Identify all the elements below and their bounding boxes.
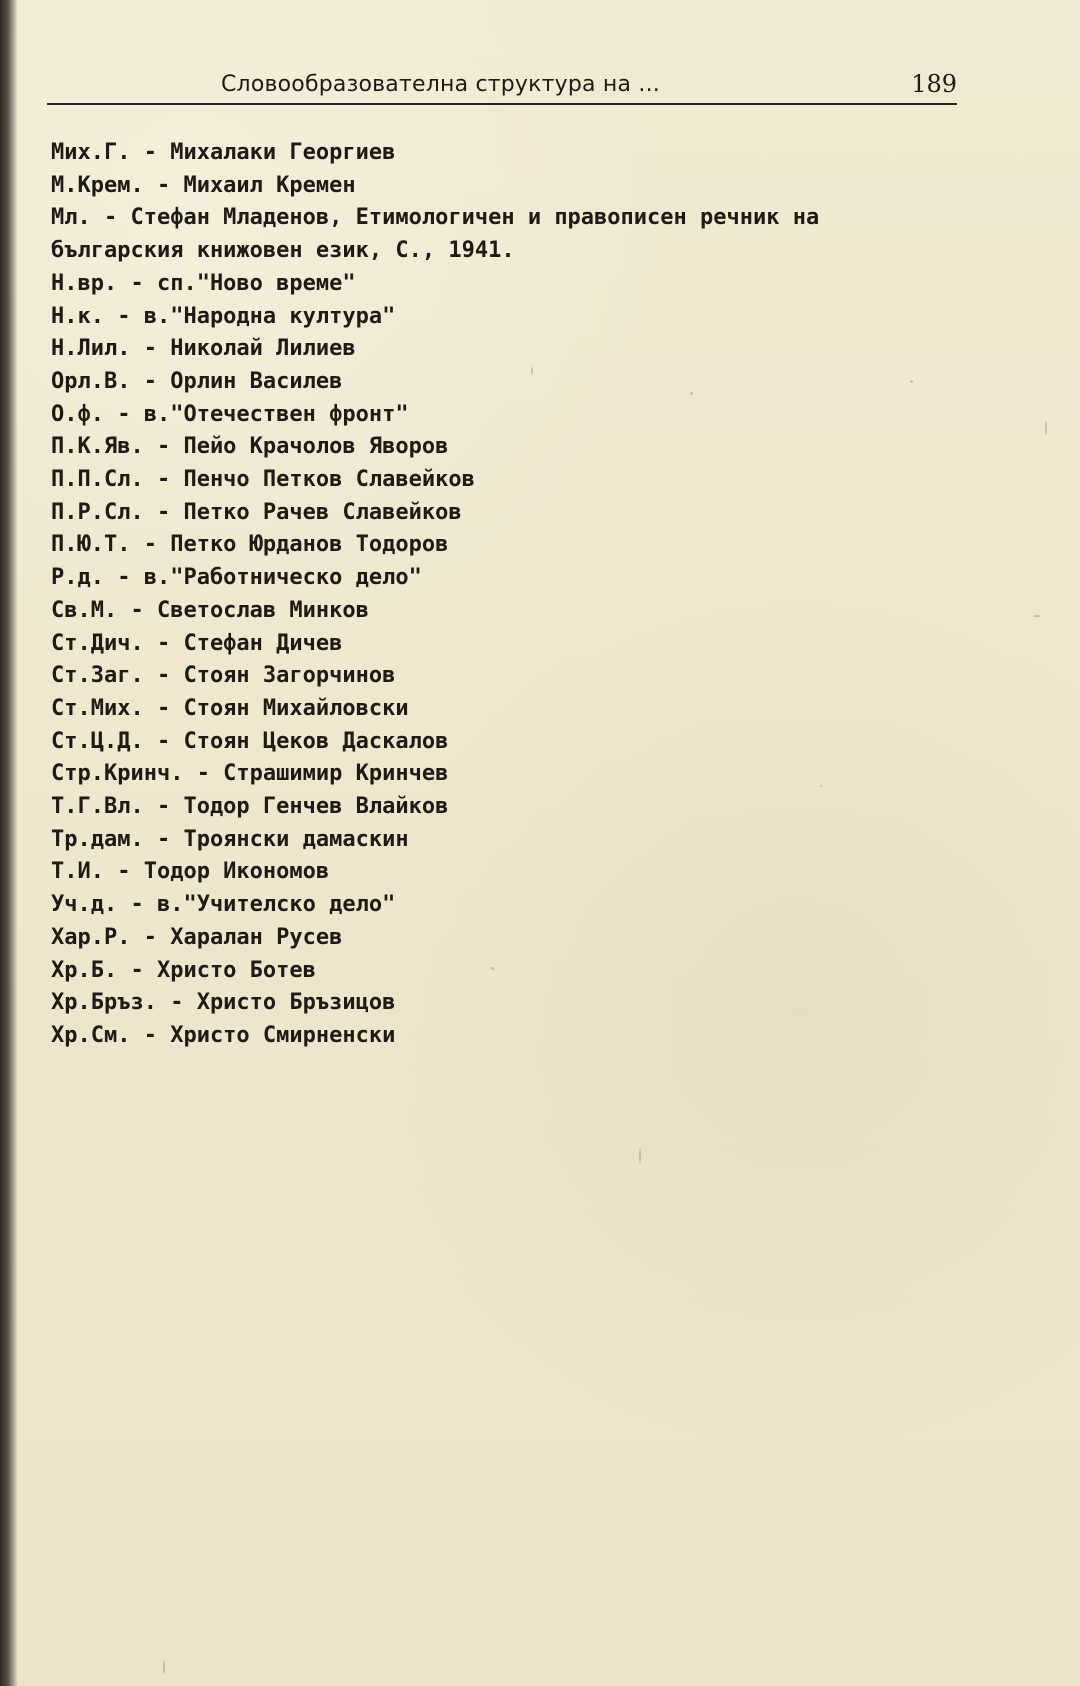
list-item: Мих.Г. - Михалаки Георгиев <box>51 140 396 165</box>
paper-speck <box>1045 421 1047 435</box>
list-item: Ст.Дич. - Стефан Дичев <box>51 630 343 656</box>
list-item: Мл. - Стефан Младенов, Етимологичен и правописен речник на българския книжовен език, С., 1941. <box>51 205 820 264</box>
list-item: П.К.Яв. - Пейо Крачолов Яворов <box>51 434 449 460</box>
list-item: Т.Г.Вл. - Тодор Генчев Влайков <box>51 794 449 820</box>
list-item: Н.к. - в."Народна култура" <box>51 303 396 329</box>
list-item: М.Крем. - Михаил Кремен <box>51 172 356 198</box>
list-item: Орл.В. - Орлин Василев <box>51 368 343 394</box>
abbreviation-list <box>51 137 951 1053</box>
page-binding-edge <box>0 0 18 1686</box>
list-item: Хр.Бръз. - Христо Бръзицов <box>51 990 396 1016</box>
list-item: Т.И. - Тодор Икономов <box>51 859 330 885</box>
paper-speck <box>491 967 494 970</box>
running-header-title: Словообразователна структура на ... <box>221 72 660 97</box>
paper-speck <box>1033 615 1041 617</box>
list-item: Н.Лил. - Николай Лилиев <box>51 336 356 362</box>
paper-speck <box>690 392 693 395</box>
list-item: Св.М. - Светослав Минков <box>51 597 369 623</box>
list-item: Хр.Б. - Христо Ботев <box>51 957 316 983</box>
list-item: Тр.дам. - Троянски дамаскин <box>51 826 409 852</box>
list-item: П.Р.Сл. - Петко Рачев Славейков <box>51 499 462 525</box>
paper-speck <box>163 1660 165 1674</box>
list-item: Стр.Кринч. - Страшимир Кринчев <box>51 761 449 787</box>
paper-speck <box>910 380 913 383</box>
list-item: Уч.д. - в."Учителско дело" <box>51 892 396 918</box>
list-item: Ст.Мих. - Стоян Михайловски <box>51 695 409 721</box>
paper-speck <box>820 785 822 787</box>
list-item: П.Ю.Т. - Петко Юрданов Тодоров <box>51 532 449 558</box>
list-item: Н.вр. - сп."Ново време" <box>51 270 356 296</box>
list-item: Хр.См. - Христо Смирненски <box>51 1022 396 1048</box>
list-item: Ст.Ц.Д. - Стоян Цеков Даскалов <box>51 728 449 754</box>
list-item: Р.д. - в."Работническо дело" <box>51 565 422 591</box>
paper-speck <box>639 1148 641 1164</box>
running-header <box>47 66 957 106</box>
paper-speck <box>531 367 533 375</box>
page-number: 189 <box>911 70 957 98</box>
list-item: Ст.Заг. - Стоян Загорчинов <box>51 663 396 689</box>
list-item: О.ф. - в."Отечествен фронт" <box>51 401 409 427</box>
list-item: Хар.Р. - Харалан Русев <box>51 924 343 950</box>
list-item: П.П.Сл. - Пенчо Петков Славейков <box>51 467 475 493</box>
header-divider <box>47 103 957 105</box>
